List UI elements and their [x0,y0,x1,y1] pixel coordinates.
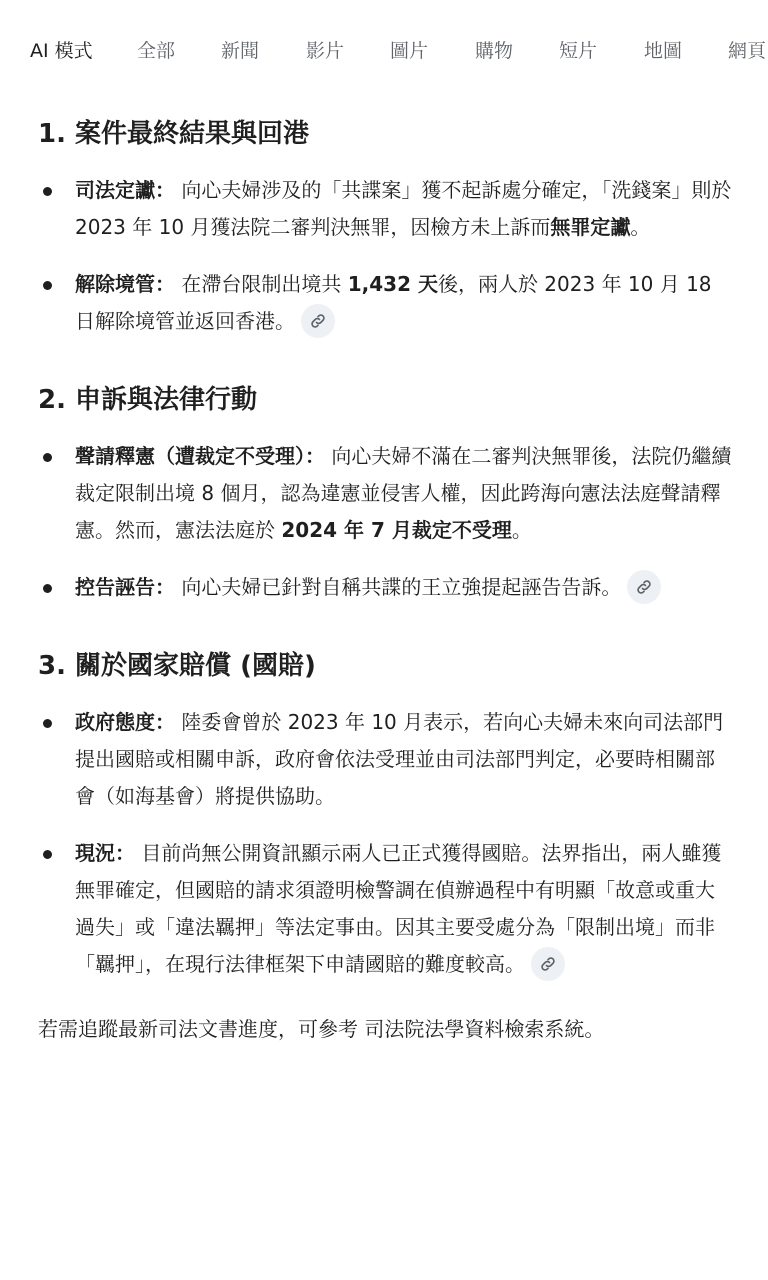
link-icon [309,312,327,330]
section-heading: 3. 關於國家賠償 (國賠) [38,651,316,681]
item-emphasis: 2024 年 7 月裁定不受理 [281,518,512,542]
item-emphasis: 無罪定讞 [550,215,631,239]
item-text: 陸委會曾於 2023 年 10 月表示，若向心夫婦未來向司法部門提出國賠或相關申訴，政府會依法受理並由司法部門判定，必要時相關部會（如海基會）將提供協助。 [75,710,724,808]
item-emphasis: 1,432 天 [347,272,438,296]
item-text-end: 。 [630,215,651,239]
footer-end: 。 [584,1017,605,1041]
item-term: 政府態度： [75,710,175,734]
search-mode-tabs [0,0,768,104]
tab-maps[interactable]: 地圖 [644,40,683,62]
ai-answer [38,108,732,1048]
item-text-end: 。 [511,518,532,542]
link-icon [635,578,653,596]
source-link-button[interactable] [531,947,565,981]
footer-note [38,1011,732,1048]
section-heading: 2. 申訴與法律行動 [38,385,258,415]
list-item [38,835,732,983]
list-item [38,704,732,815]
list-item [38,438,732,549]
source-link-button[interactable] [627,570,661,604]
link-icon [539,955,557,973]
bullet-list [38,704,732,983]
item-text: 向心夫婦已針對自稱共諜的王立強提起誣告告訴。 [175,575,622,599]
list-item [38,172,732,246]
list-item [38,266,732,340]
item-term: 聲請釋憲（遭裁定不受理）： [75,444,325,468]
item-text: 向心夫婦不滿在二審判決無罪後，法院仍繼續裁定限制出境 8 個月，認為違憲並侵害人權，因此跨海向憲法法庭聲請釋憲。然而，憲法法庭於 [75,444,732,542]
tab-shopping[interactable]: 購物 [475,40,514,62]
tab-all[interactable]: 全部 [137,40,176,62]
item-term: 解除境管： [75,272,175,296]
list-item [38,569,732,606]
tab-web[interactable]: 網頁 [728,40,767,62]
bullet-list [38,172,732,340]
item-text: 在滯台限制出境共 [175,272,348,296]
source-link-button[interactable] [301,304,335,338]
tab-videos[interactable]: 影片 [306,40,345,62]
tab-images[interactable]: 圖片 [390,40,429,62]
bullet-list [38,438,732,606]
item-term: 司法定讞： [75,178,175,202]
item-term: 現況： [75,841,135,865]
footer-text: 若需追蹤最新司法文書進度，可參考 [38,1017,365,1041]
tab-ai-mode[interactable]: AI 模式 [30,40,93,62]
tab-short-videos[interactable]: 短片 [559,40,598,62]
item-term: 控告誣告： [75,575,175,599]
judicial-database-link[interactable]: 司法院法學資料檢索系統 [364,1017,585,1041]
section-heading: 1. 案件最終結果與回港 [38,119,310,149]
item-text: 目前尚無公開資訊顯示兩人已正式獲得國賠。法界指出，兩人雖獲無罪確定，但國賠的請求須證明檢警調在偵辦過程中有明顯「故意或重大過失」或「違法羈押」等法定事由。因其主要受處分為「限制出境」而非「羈押」，在現行法律框架下申請國賠的難度較高。 [75,841,722,976]
item-text: 向心夫婦涉及的「共諜案」獲不起訴處分確定，「洗錢案」則於 2023 年 10 月獲法院二審判決無罪，因檢方未上訴而 [75,178,732,239]
item-text-end: 後，兩人於 2023 年 10 月 18 日解除境管並返回香港。 [75,272,712,333]
tab-news[interactable]: 新聞 [221,40,260,62]
